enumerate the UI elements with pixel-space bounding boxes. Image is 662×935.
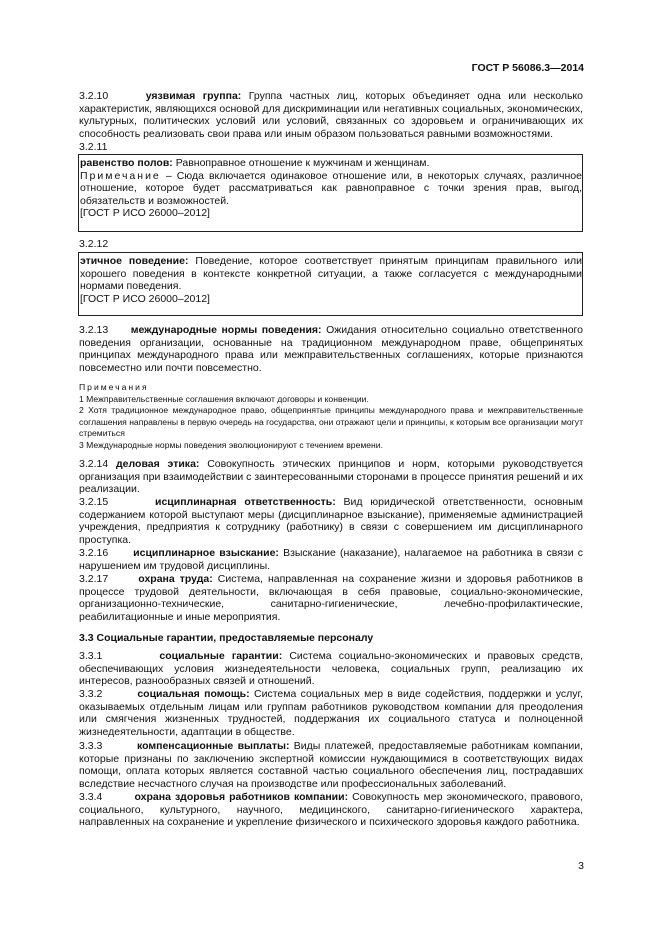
definition: Вид юридической ответственности, основным содержанием которой выступают меры (дисциплинарное взыскание), применяемые администрацией учреждения, предприятия к сотруднику (работнику) в связи с совершением им дисциплинарного проступка. bbox=[79, 496, 583, 546]
section-3-3-2 bbox=[79, 688, 583, 738]
section-number: 3.2.10 bbox=[79, 90, 109, 102]
definition: Равноправное отношение к мужчинам и женщинам. bbox=[172, 157, 430, 169]
section-number: 3.3.1 bbox=[79, 650, 103, 662]
reference: [ГОСТ Р ИСО 26000–2012] bbox=[80, 292, 210, 305]
section-number: 3.2.17 bbox=[79, 573, 109, 585]
section-3-2-14 bbox=[79, 458, 583, 496]
section-number: 3.2.14 bbox=[79, 458, 109, 470]
term: охрана труда: bbox=[138, 573, 213, 585]
section-3-2-17 bbox=[79, 573, 583, 623]
section-heading-3-3: 3.3 Социальные гарантии, предоставляемые персоналу bbox=[79, 632, 374, 644]
note-2: 2 Хотя традиционное международное право, общепринятые принципы международного права и межправительственные соглашения направлены в первую очередь на государства, они отражают цели и принципы, к которым все организации могут стремиться bbox=[79, 405, 583, 438]
note-text: – Сюда включается одинаковое отношение или, в некоторых случаях, различное отношение, которое будет рассматриваться как равноправное с точки зрения прав, выгод, обязательств и возможностей. bbox=[80, 169, 582, 207]
term: социальная помощь: bbox=[137, 688, 250, 700]
section-3-2-12-box bbox=[78, 252, 583, 316]
term: социальные гарантии: bbox=[159, 650, 283, 662]
term: охрана здоровья работников компании: bbox=[134, 791, 349, 803]
definition: Виды платежей, предоставляемые работникам компании, которые признаны по заключению экспертной комиссии нуждающимися в соответствующих видах помощи, оплата которых является составной частью социального обеспечения лиц, пострадавших вследствие несчастного случая на производстве или профессиональных заболеваний. bbox=[79, 740, 584, 790]
definition: Поведение, которое соответствует принятым принципам правильного или хорошего поведения в контексте конкретной ситуации, а также согласуется с международными нормами поведения. bbox=[80, 255, 582, 293]
definition: Совокупность этических принципов и норм, которыми руководствуется организация при взаимодействии с заинтересованными сторонами в процессе принятия решений и их реализации. bbox=[79, 458, 583, 496]
document-header: ГОСТ Р 56086.3—2014 bbox=[471, 62, 584, 74]
section-number: 3.2.15 bbox=[79, 496, 109, 508]
note-label: Примечание bbox=[80, 169, 161, 182]
section-number: 3.3.3 bbox=[79, 740, 103, 752]
term: уязвимая группа: bbox=[145, 90, 242, 102]
page-number: 3 bbox=[578, 860, 584, 872]
reference: [ГОСТ Р ИСО 26000–2012] bbox=[80, 207, 210, 220]
definition: Взыскание (наказание), налагаемое на работника в связи с нарушением им трудовой дисциплины. bbox=[79, 547, 583, 572]
note-3: 3 Международные нормы поведения эволюционируют с течением времени. bbox=[79, 439, 383, 450]
section-number: 3.3.4 bbox=[79, 791, 103, 803]
section-number: 3.3.2 bbox=[79, 688, 103, 700]
section-number-3-2-11: 3.2.11 bbox=[79, 141, 108, 153]
term: исциплинарная ответственность: bbox=[154, 496, 336, 508]
term: равенство полов: bbox=[80, 157, 173, 169]
notes-block bbox=[79, 382, 583, 451]
term: этичное поведение: bbox=[80, 255, 189, 267]
section-3-2-15 bbox=[79, 496, 583, 546]
section-3-3-3 bbox=[79, 740, 583, 790]
definition: Группа частных лиц, которых объединяет одна или несколько характеристик, являющихся основой для дискриминации или негативных социальных, экономических, культурных, политических условий или условий, связанных со здоровьем и ограничивающих их способность реализовать свои права или иным образом пользоваться равными возможностями. bbox=[79, 90, 583, 140]
section-number: 3.2.16 bbox=[79, 547, 109, 559]
definition: Совокупность мер экономического, правового, социального, культурного, научного, медицинского, санитарно-гигиенического характера, направленных на сохранение и укрепление физического и психического здоровья каждого работника. bbox=[79, 791, 584, 829]
definition: Система социально-экономических и правовых средств, обеспечивающих условия жизнедеятельности человека, социальных групп, реализацию их интересов, разнообразных связей и отношений. bbox=[79, 650, 583, 688]
definition: Ожидания относительно социально ответственного поведения организации, основанные на традиционном международном праве, общепринятых принципах международного права или межправительственных соглашениях, которые признаются повсеместно или почти повсеместно. bbox=[79, 324, 583, 374]
section-3-2-11-box bbox=[78, 154, 583, 232]
section-number-3-2-12: 3.2.12 bbox=[79, 238, 109, 250]
section-3-3-4 bbox=[79, 791, 583, 829]
notes-label: Примечания bbox=[79, 382, 149, 392]
definition: Система социальных мер в виде содействия, поддержки и услуг, оказываемых отдельным лицам или группам работников руководством компании для преодоления или смягчения жизненных трудностей, поддержания их социального статуса и полноценной жизнедеятельности, адаптации в обществе. bbox=[79, 688, 583, 738]
section-3-2-10 bbox=[79, 90, 583, 140]
term: деловая этика: bbox=[116, 458, 200, 470]
section-number: 3.2.13 bbox=[79, 324, 109, 336]
section-3-3-1 bbox=[79, 650, 583, 688]
section-3-2-16 bbox=[79, 547, 583, 572]
term: компенсационные выплаты: bbox=[136, 740, 290, 752]
term: международные нормы поведения: bbox=[130, 324, 322, 336]
section-3-2-13 bbox=[79, 324, 583, 374]
definition: Система, направленная на сохранение жизни и здоровья работников в процессе трудовой деятельности, включающая в себя правовые, социально-экономические, организационно-технические, санитарно-гигиенические, лечебно-профилактические, реабилитационные и иные мероприятия. bbox=[79, 573, 583, 623]
note-1: 1 Межправительственные соглашения включают договоры и конвенции. bbox=[79, 393, 369, 404]
term: исциплинарное взыскание: bbox=[133, 547, 279, 559]
